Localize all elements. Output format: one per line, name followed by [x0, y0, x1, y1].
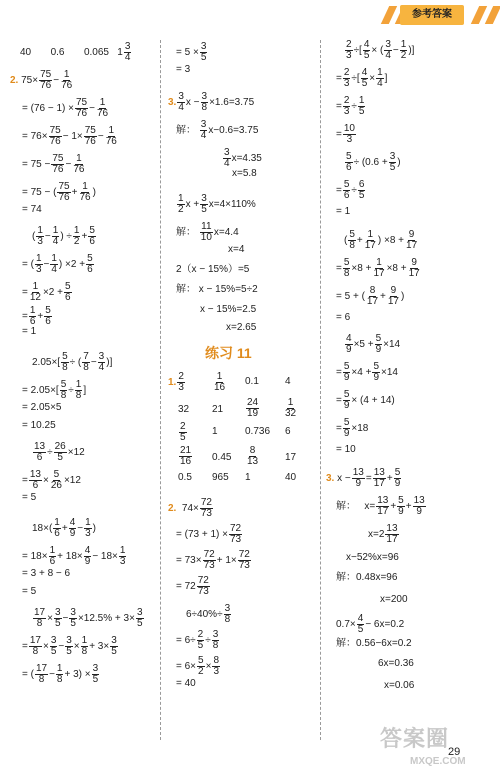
equation-line: $\frac{4}{9}$ ×5 + $\frac{5}{9}$ ×14	[346, 333, 401, 355]
page-number: 29	[448, 746, 461, 758]
equation-line: = 1	[336, 206, 351, 217]
equation-line: x−52%x=96	[346, 552, 399, 563]
equation-line: = (76 − 1) × $\frac{75}{76}$ − $\frac{1}{76}$	[22, 97, 109, 119]
equation-line: x=200	[380, 594, 408, 605]
equation-line: = ( $\frac{1}{3}$ − $\frac{1}{4}$ ) ×2 + $\frac{5}{6}$	[22, 253, 93, 275]
equation-line: = $\frac{2}{3}$ ÷ $\frac{1}{5}$	[336, 95, 365, 117]
equation-line: = 73× $\frac{72}{73}$ + 1× $\frac{72}{73}$	[176, 549, 250, 571]
question-1: 1. $\frac{2}{3}$	[168, 371, 184, 393]
equation-line: x=2 $\frac{13}{17}$	[368, 523, 398, 545]
equation-line: 18×( $\frac{1}{6}$ + $\frac{4}{9}$ − $\frac{1}{3}$ )	[32, 517, 97, 539]
answer-cell: 965	[212, 472, 229, 483]
answer-cell: $\frac{1}{32}$	[285, 397, 297, 419]
equation-line: = $\frac{5}{9}$ ×4 + $\frac{5}{9}$ ×14	[336, 361, 398, 383]
answer-cell: 0.45	[212, 452, 232, 463]
equation-line: $\frac{5}{6}$ ÷ (0.6 + $\frac{3}{5}$ )	[346, 151, 401, 173]
equation-line: = 5 × $\frac{3}{5}$	[176, 41, 207, 63]
answer-cell: 32	[178, 404, 190, 415]
equation-line: = 1	[22, 326, 37, 337]
answer-cell: 1	[245, 472, 251, 483]
equation-line: = $\frac{17}{8}$ × $\frac{3}{5}$ − $\frac{3}{5}$ × $\frac{1}{8}$ + 3× $\frac{3}{5}$	[22, 635, 117, 657]
answer-cell: 4	[285, 376, 291, 387]
equation-line: 6÷40%÷ $\frac{3}{8}$	[186, 603, 231, 625]
equation-line: 2.05×[ $\frac{5}{8}$ ÷ ( $\frac{7}{8}$ − $\frac{3}{4}$ )]	[32, 351, 113, 373]
question-2b: 2. 74× $\frac{72}{73}$	[168, 497, 212, 519]
equation-line: = $\frac{5}{8}$ ×8 + $\frac{1}{17}$ ×8 + $\frac{9}{17}$	[336, 257, 420, 279]
equation-line: $\frac{17}{8}$ × $\frac{3}{5}$ − $\frac{3}{5}$ ×12.5% + 3× $\frac{3}{5}$	[34, 607, 143, 629]
equation-line: = $\frac{10}{3}$	[336, 123, 355, 145]
equation-line: 解： $\frac{11}{10}$ x=4.4	[176, 221, 239, 243]
answer-cell: $\frac{1}{16}$	[214, 371, 226, 393]
equation-line: = $\frac{5}{9}$ ×18	[336, 417, 369, 439]
equation-line: = 72 $\frac{72}{73}$	[176, 575, 209, 597]
equation-line: x=4	[228, 244, 245, 255]
equation-line: 解： x= $\frac{13}{17}$ + $\frac{5}{9}$ + $\frac{13}{9}$	[336, 495, 425, 517]
equation-line: = 5	[22, 586, 37, 597]
equation-line: x=2.65	[226, 322, 257, 333]
question-3b: 3. x − $\frac{13}{9}$ = $\frac{13}{17}$ + $\frac{5}{9}$	[326, 467, 401, 489]
equation-line: x=0.06	[384, 680, 415, 691]
answer-cell: 1	[212, 426, 218, 437]
answer-cell: 21	[212, 404, 224, 415]
answer-cell: 40	[285, 472, 297, 483]
equation-line: = $\frac{1}{12}$ ×2 + $\frac{5}{6}$	[22, 281, 71, 303]
answer-cell: $\frac{21}{16}$	[180, 445, 192, 467]
equation-line: x=5.8	[232, 168, 257, 179]
equation-line: 0.7× $\frac{4}{5}$ − 6x=0.2	[336, 613, 405, 635]
equation-line: = (73 + 1) × $\frac{72}{73}$	[176, 523, 242, 545]
watermark-logo: 答案圈	[380, 726, 450, 751]
exercise-title: 练习 11	[205, 345, 252, 361]
question-3: 3. $\frac{3}{4}$ x − $\frac{3}{8}$ ×1.6=3.75	[168, 91, 255, 113]
equation-line: = $\frac{2}{3}$ ÷[ $\frac{4}{5}$ × $\frac{1}{4}$ ]	[336, 67, 388, 89]
answer-cell: 0.5	[178, 472, 192, 483]
equation-line: = 75 − ( $\frac{75}{76}$ + $\frac{1}{76}$ )	[22, 181, 96, 203]
equation-line: = 3	[176, 64, 191, 75]
equation-line: = 10	[336, 444, 356, 455]
equation-line: = 6÷ $\frac{2}{5}$ ÷ $\frac{3}{8}$	[176, 629, 219, 651]
answer-row: 40 0.6 0.065 1 $\frac{3}{4}$	[20, 41, 131, 63]
equation-line: $\frac{3}{4}$ x=4.35	[224, 147, 262, 169]
equation-line: = 2.05×5	[22, 402, 62, 413]
equation-line: 解：0.48x=96	[336, 572, 398, 583]
equation-line: 解： x − 15%=5÷2	[176, 284, 258, 295]
answer-cell: $\frac{2}{5}$	[180, 421, 186, 443]
equation-line: = 5	[22, 492, 37, 503]
equation-line: = 74	[22, 204, 42, 215]
equation-line: = $\frac{1}{6}$ + $\frac{5}{6}$	[22, 305, 51, 327]
watermark-url: MXQE.COM	[410, 756, 466, 767]
answer-cell: $\frac{24}{19}$	[247, 397, 259, 419]
equation-line: $\frac{2}{3}$ ÷[ $\frac{4}{5}$ × ( $\frac{3}{4}$ − $\frac{1}{2}$ )]	[346, 39, 415, 61]
answer-cell: 17	[285, 452, 297, 463]
equation-line: 解：0.56−6x=0.2	[336, 638, 412, 649]
equation-line: = $\frac{5}{6}$ ÷ $\frac{6}{5}$	[336, 179, 365, 201]
equation-line: $\frac{1}{2}$ x + $\frac{3}{5}$ x=4×110%	[178, 193, 256, 215]
equation-line: = 75 − $\frac{75}{76}$ − $\frac{1}{76}$	[22, 153, 85, 175]
equation-line: = 5 + ( $\frac{8}{17}$ + $\frac{9}{17}$ )	[336, 285, 405, 307]
column-divider-2	[320, 40, 321, 740]
equation-line: = $\frac{13}{6}$ × $\frac{5}{26}$ ×12	[22, 469, 81, 491]
answer-cell: $\frac{8}{13}$	[247, 445, 259, 467]
equation-line: = 76× $\frac{75}{76}$ − 1× $\frac{75}{76}$ − $\frac{1}{76}$	[22, 125, 117, 147]
answer-cell: 0.1	[245, 376, 259, 387]
equation-line: x − 15%=2.5	[200, 304, 257, 315]
equation-line: = 3 + 8 − 6	[22, 568, 71, 579]
equation-line: = 6× $\frac{5}{2}$ × $\frac{8}{3}$	[176, 655, 219, 677]
equation-line: $\frac{13}{6}$ ÷ $\frac{26}{5}$ ×12	[34, 441, 85, 463]
equation-line: = 18× $\frac{1}{6}$ + 18× $\frac{4}{9}$ − 18× $\frac{1}{3}$	[22, 545, 126, 567]
equation-line: 解： $\frac{3}{4}$ x−0.6=3.75	[176, 119, 259, 141]
equation-line: = $\frac{5}{9}$ × (4 + 14)	[336, 389, 395, 411]
column-divider-1	[160, 40, 161, 740]
equation-line: = 2.05×[ $\frac{5}{8}$ ÷ $\frac{1}{8}$ ]	[22, 379, 87, 401]
equation-line: = 10.25	[22, 420, 56, 431]
equation-line: ( $\frac{1}{3}$ − $\frac{1}{4}$ ) ÷ $\frac{1}{2}$ + $\frac{5}{6}$	[32, 225, 95, 247]
equation-line: = 6	[336, 312, 351, 323]
equation-line: 6x=0.36	[378, 658, 414, 669]
question-2: 2. 75× $\frac{75}{76}$ − $\frac{1}{76}$	[10, 69, 73, 91]
equation-line: = ( $\frac{17}{8}$ − $\frac{1}{8}$ + 3) × $\frac{3}{5}$	[22, 663, 99, 685]
answer-key-tab: 参考答案	[400, 5, 464, 25]
equation-line: ( $\frac{5}{8}$ + $\frac{1}{17}$ ) ×8 + $\frac{9}{17}$	[344, 229, 418, 251]
answer-cell: 0.736	[245, 426, 271, 437]
answer-cell: 6	[285, 426, 291, 437]
equation-line: 2（x − 15%）=5	[176, 264, 250, 275]
equation-line: = 40	[176, 678, 196, 689]
